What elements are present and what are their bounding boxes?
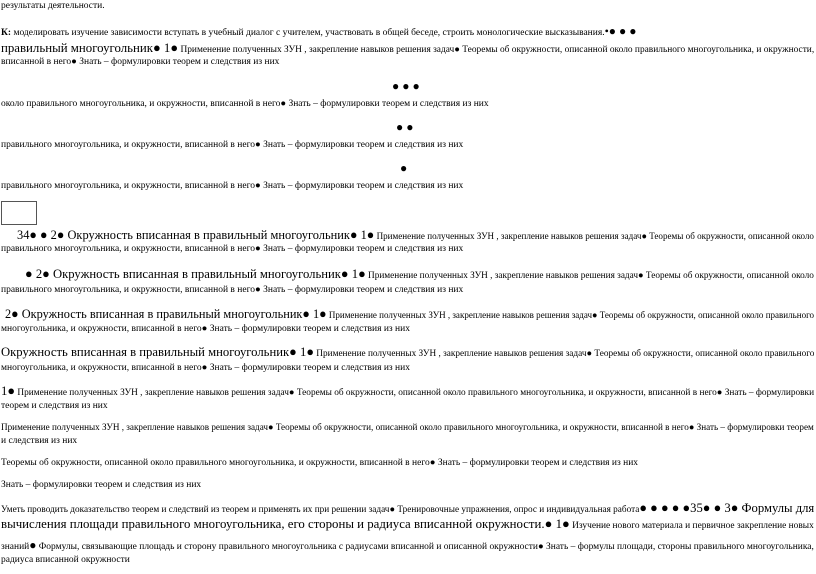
text-line-20: теорем и следствия из них <box>1 401 108 411</box>
line-text: Применение полученных ЗУН , закрепление навыков решения задач● Теоремы об окружности, описанной около правильного <box>326 311 815 321</box>
text-line-25 <box>1 502 814 516</box>
bullet-dots: ● ● ● <box>392 79 420 93</box>
text-line-26 <box>1 518 814 532</box>
text-line-14: правильного многоугольника, и окружности, вписанной в него● Знать – формулировки теорем и следствия из них <box>1 285 464 295</box>
topic-title: 34● ● 2● Окружность вписанная в правильный многоугольник● 1● <box>17 227 375 242</box>
text-line-22: и следствия из них <box>1 436 78 446</box>
line-text: Применение полученных ЗУН , закрепление навыков решения задач● Теоремы об окружности, описанной около правильного многоугольника, и окружности, <box>178 45 815 55</box>
text-line-12: правильного многоугольника, и окружности, вписанной в него● Знать – формулировки теорем и следствия из них <box>1 244 464 254</box>
text-line-24: Знать – формулировки теорем и следствия из них <box>1 480 202 490</box>
text-line-17 <box>1 346 814 360</box>
text-line-6: около правильного многоугольника, и окружности, вписанной в него● Знать – формулировки теорем и следствия из них <box>1 99 489 109</box>
text-line-18: многоугольника, и окружности, вписанной в него● Знать – формулировки теорем и следствия из них <box>1 363 410 373</box>
topic-title: вычисления площади правильного многоугольника, его стороны и радиуса вписанной окружности.● 1● <box>1 516 570 531</box>
empty-box <box>1 201 37 225</box>
text-line-3 <box>1 42 814 56</box>
line-text: Формулы, связывающие площадь и сторону правильного многоугольника с радиусами вписанной и описанной окружности● Знать – формулы площади, стороны правильного многоугольника, <box>36 542 814 552</box>
line-text: знаний <box>1 542 30 552</box>
text-line-4: вписанной в него● Знать – формулировки теорем и следствия из них <box>1 57 280 67</box>
topic-title: 1● <box>1 383 16 398</box>
text-line-27 <box>1 539 814 553</box>
text-line-11 <box>17 229 814 243</box>
text-line-19 <box>1 385 814 399</box>
line-text: моделировать изучение зависимости вступать в учебный диалог с учителем, участвовать в общей беседе, строить монологические высказывания. <box>11 28 605 38</box>
line-text: Применение полученных ЗУН , закрепление навыков решения задач● Теоремы об окружности, описанной около правильного многоугольника, и окружности, вписанной в него● Знать – формулировки <box>15 388 815 398</box>
bullet-dots: ● <box>400 161 408 175</box>
text-line-23: Теоремы об окружности, описанной около правильного многоугольника, и окружности, вписанной в него● Знать – формулировки теорем и следствия из них <box>1 458 639 468</box>
text-line-15 <box>5 308 814 322</box>
topic-title: ● 2● Окружность вписанная в правильный многоугольник● 1● <box>25 266 366 281</box>
topic-title: 2● Окружность вписанная в правильный многоугольник● 1● <box>5 306 327 321</box>
text-line-10: правильного многоугольника, и окружности, вписанной в него● Знать – формулировки теорем и следствия из них <box>1 181 464 191</box>
text-line-21: Применение полученных ЗУН , закрепление навыков решения задач● Теоремы об окружности, описанной около правильного многоугольника, и окружности, вписанной в него● Знать – формулировки теорем <box>1 423 814 433</box>
bullet-dots: ● ● <box>396 120 414 134</box>
topic-title: Окружность вписанная в правильный многоугольник● 1● <box>1 344 314 359</box>
heading-label: К: <box>1 28 12 38</box>
line-text: Изучение нового материала и первичное закрепление новых <box>569 521 814 531</box>
text-line-16: многоугольника, и окружности, вписанной в него● Знать – формулировки теорем и следствия из них <box>1 324 410 334</box>
text-line-8: правильного многоугольника, и окружности, вписанной в него● Знать – формулировки теорем и следствия из них <box>1 140 464 150</box>
text-line-13 <box>25 268 814 282</box>
line-text: Применение полученных ЗУН , закрепление навыков решения задач● Теоремы об окружности, описанной около <box>374 232 814 242</box>
topic-title: правильный многоугольник● 1● <box>1 40 179 55</box>
line-text: Применение полученных ЗУН , закрепление навыков решения задач● Теоремы об окружности, описанной около правильного <box>313 349 815 359</box>
line-text: Применение полученных ЗУН , закрепление навыков решения задач● Теоремы об окружности, описанной около <box>365 271 814 281</box>
bullet-dot: ● <box>29 538 37 552</box>
line-text: Уметь проводить доказательство теорем и следствий из теорем и применять их при решении задач● Тренировочные упражнения, опрос и индивидуальная работа <box>1 505 640 515</box>
bullet-dots: •● ● ● <box>604 24 637 38</box>
topic-title: ● ● ● ● ●35● ● 3● Формулы для <box>639 500 815 515</box>
text-line-28: радиуса вписанной окружности <box>1 555 130 565</box>
text-line-2 <box>1 25 637 39</box>
text-line-1: результаты деятельности. <box>1 1 105 11</box>
